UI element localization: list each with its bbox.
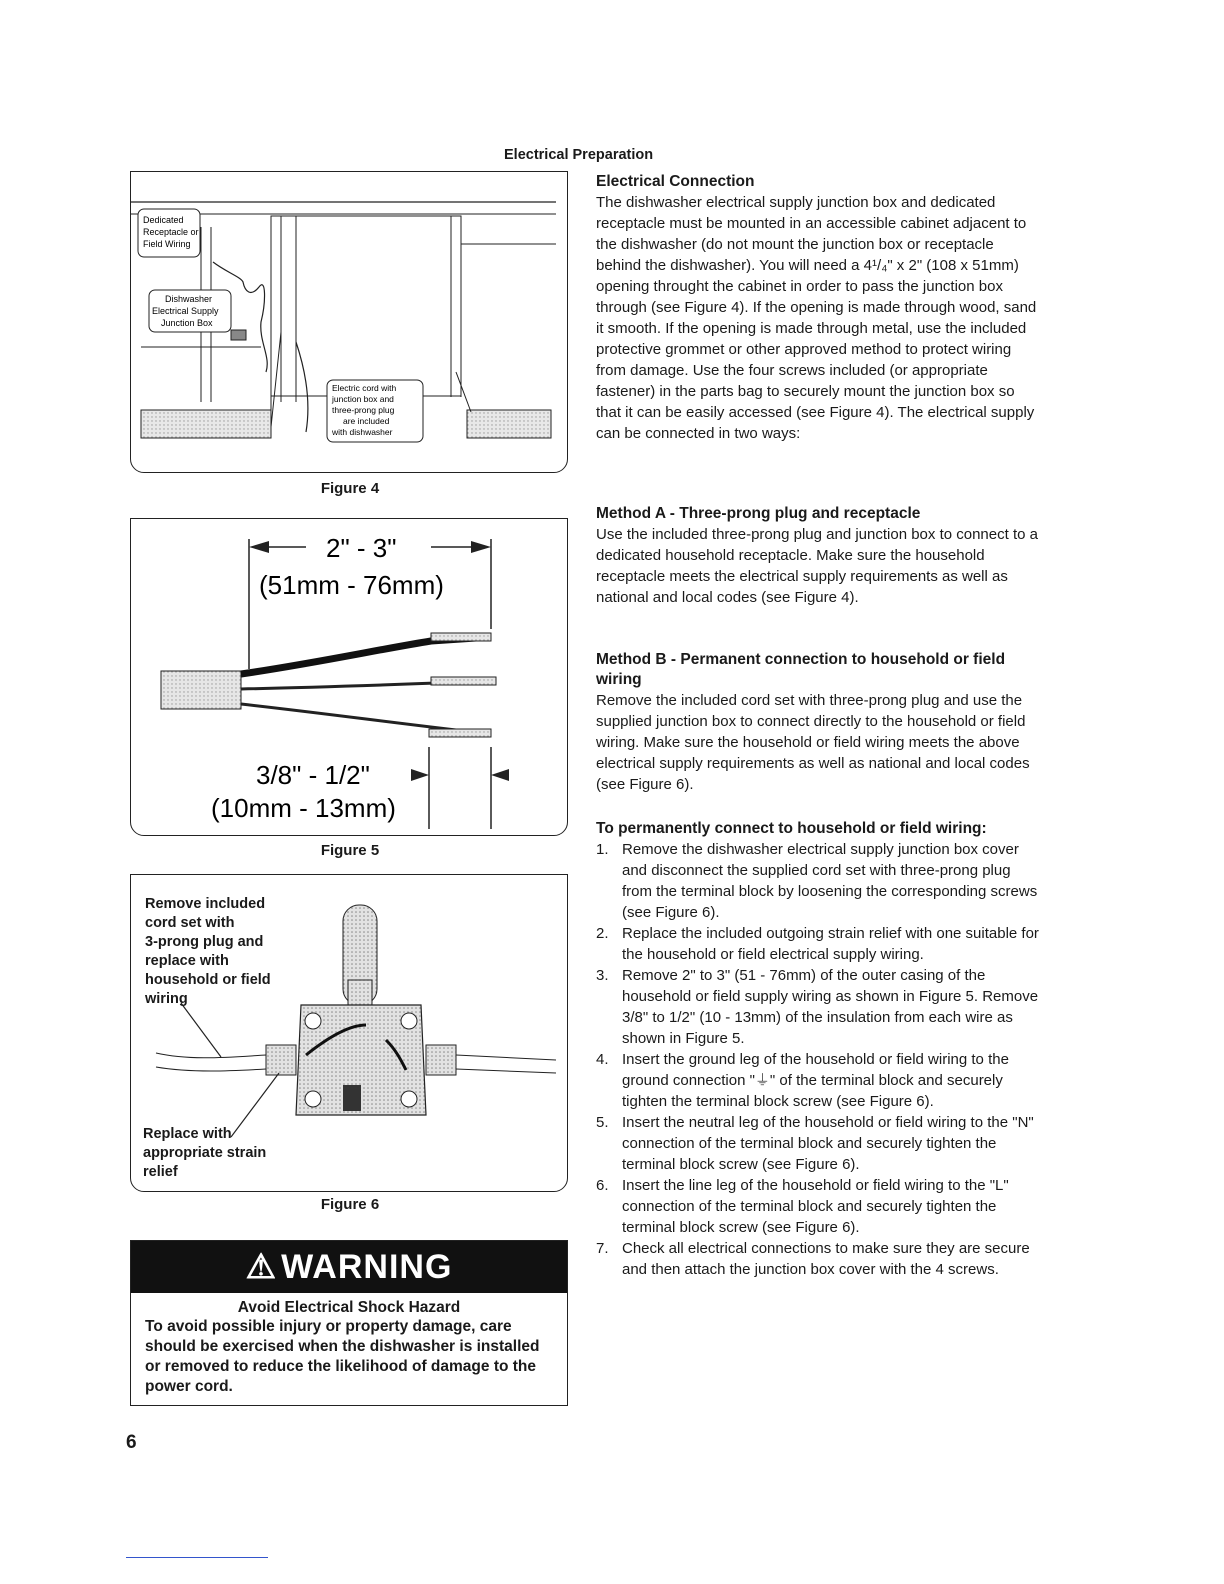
fig6-remove-line-2: cord set with bbox=[145, 915, 235, 931]
fig4-receptacle-label-2: Receptacle or bbox=[143, 227, 199, 237]
fig4-cord-label-4: are included bbox=[343, 416, 390, 426]
figure-4 bbox=[130, 171, 568, 473]
step-text: Insert the line leg of the household or field wiring to the "L" connection of the terminal block and securely tighten the terminal block screw (see Figure 6). bbox=[622, 1177, 1009, 1236]
list-item bbox=[596, 1238, 1041, 1280]
figure-5 bbox=[130, 518, 568, 836]
fig6-replace-line-3: relief bbox=[143, 1164, 178, 1180]
figure-4-caption: Figure 4 bbox=[320, 480, 380, 497]
step-number: 2. bbox=[596, 925, 609, 942]
list-item bbox=[596, 965, 1041, 1049]
fig6-remove-line-3: 3-prong plug and bbox=[145, 934, 264, 950]
section-title: Electrical Preparation bbox=[504, 147, 654, 163]
figure-6-caption: Figure 6 bbox=[320, 1196, 380, 1213]
step-text: Insert the ground leg of the household or field wiring to the ground connection "⏚" of the terminal block and securely tighten the terminal block screw (see Figure 6). bbox=[622, 1051, 1009, 1110]
fig6-remove-line-6: wiring bbox=[145, 991, 188, 1007]
steps-section bbox=[596, 819, 1041, 1280]
warning-text: To avoid possible injury or property damage, care should be exercised when the dishwasher is installed or removed to reduce the likelihood of damage to the power cord. bbox=[145, 1318, 540, 1395]
list-item bbox=[596, 1049, 1041, 1112]
step-number: 6. bbox=[596, 1177, 609, 1194]
fig4-receptacle-label-1: Dedicated bbox=[143, 215, 184, 225]
fig6-replace-label bbox=[143, 1125, 266, 1182]
electrical-connection-section bbox=[596, 172, 1041, 444]
heading-method-b: Method B - Permanent connection to household or field wiring bbox=[596, 651, 1006, 688]
fig4-junction-label-2: Electrical Supply bbox=[152, 306, 219, 316]
figure-4-illustration bbox=[131, 172, 567, 472]
method-a-section bbox=[596, 504, 1041, 608]
fig6-remove-line-1: Remove included bbox=[145, 896, 266, 912]
heading-method-a: Method A - Three-prong plug and receptacle bbox=[596, 505, 921, 522]
step-text: Check all electrical connections to make sure they are secure and then attach the junction box cover with the 4 screws. bbox=[622, 1240, 1030, 1278]
fig4-junction-label-3: Junction Box bbox=[161, 318, 213, 328]
step-text: Insert the neutral leg of the household or field wiring to the "N" connection of the terminal block and securely tighten the terminal block screw (see Figure 6). bbox=[622, 1114, 1034, 1173]
heading-electrical-connection: Electrical Connection bbox=[596, 173, 755, 190]
step-number: 5. bbox=[596, 1114, 609, 1131]
step-text: Remove 2" to 3" (51 - 76mm) of the outer casing of the household or field supply wiring as shown in Figure 5. Remove 3/8" to 1/2" (10 - 13mm) of the insulation from each wire as shown in Figure 5. bbox=[622, 967, 1039, 1047]
fig5-dim-top-inch: 2" - 3" bbox=[326, 533, 397, 563]
list-item bbox=[596, 1175, 1041, 1238]
fig4-cord-label-5: with dishwasher bbox=[332, 427, 393, 437]
step-number: 1. bbox=[596, 841, 609, 858]
page-number: 6 bbox=[126, 1432, 137, 1453]
list-item bbox=[596, 1112, 1041, 1175]
steps-list bbox=[596, 839, 1041, 1280]
step-number: 4. bbox=[596, 1051, 609, 1068]
footer-divider bbox=[126, 1557, 268, 1558]
warning-banner bbox=[131, 1241, 567, 1293]
warning-subtitle: Avoid Electrical Shock Hazard bbox=[237, 1299, 461, 1316]
fig6-replace-line-2: appropriate strain bbox=[143, 1145, 267, 1161]
fig4-cord-label-2: junction box and bbox=[332, 394, 394, 404]
step-number: 7. bbox=[596, 1240, 609, 1257]
paragraph-method-a: Use the included three-prong plug and junction box to connect to a dedicated household receptacle. Make sure the household receptacle meets the electrical supply requirements as well as national and local codes (see Figure 4). bbox=[596, 526, 1038, 606]
fig4-junction-label-1: Dishwasher bbox=[165, 294, 213, 304]
warning-triangle-icon: ⚠ bbox=[245, 1248, 278, 1286]
fig5-dim-bottom-mm: (10mm - 13mm) bbox=[211, 793, 396, 823]
warning-box bbox=[130, 1240, 568, 1406]
list-item bbox=[596, 839, 1041, 923]
fig4-receptacle-label-3: Field Wiring bbox=[143, 239, 191, 249]
step-text: Replace the included outgoing strain relief with one suitable for the household or field electrical supply wiring. bbox=[622, 925, 1039, 963]
heading-steps: To permanently connect to household or field wiring: bbox=[596, 820, 987, 837]
step-number: 3. bbox=[596, 967, 609, 984]
fig4-cord-label-1: Electric cord with bbox=[332, 383, 397, 393]
fig6-remove-line-5: household or field bbox=[145, 972, 271, 988]
method-b-section bbox=[596, 650, 1041, 795]
step-text: Remove the dishwasher electrical supply junction box cover and disconnect the supplied cord set with three-prong plug from the terminal block by loosening the corresponding screws (see Figure 6). bbox=[622, 841, 1038, 921]
paragraph-electrical-connection: The dishwasher electrical supply junction box and dedicated receptacle must be mounted in an accessible cabinet adjacent to the dishwasher (do not mount the junction box or receptacle behind the dishwasher). You will need a 4¹/₄" x 2" (108 x 51mm) opening throught the cabinet in order to pass the junction box through (see Figure 4). If the opening is made through wood, sand it smooth. If the opening is made through metal, use the included protective grommet or other approved method to protect wiring from damage. Use the four screws included (or appropriate fastener) in the parts bag to securely mount the junction box so that it can be easily accessed (see Figure 4). The electrical supply can be connected in two ways: bbox=[596, 194, 1037, 442]
fig6-remove-line-4: replace with bbox=[145, 953, 229, 969]
fig6-replace-line-1: Replace with bbox=[143, 1126, 232, 1142]
fig5-dim-bottom-inch: 3/8" - 1/2" bbox=[256, 760, 370, 790]
figure-5-illustration bbox=[131, 519, 567, 835]
figure-5-caption: Figure 5 bbox=[320, 842, 380, 859]
fig5-dim-top-mm: (51mm - 76mm) bbox=[259, 570, 444, 600]
warning-title: WARNING bbox=[281, 1248, 453, 1286]
figure-6 bbox=[130, 874, 568, 1192]
paragraph-method-b: Remove the included cord set with three-prong plug and use the supplied junction box to connect directly to the household or field wiring. Make sure the household or field wiring meets the above electrical supply requirements as well as national and local codes (see Figure 6). bbox=[596, 692, 1030, 793]
fig4-cord-label-3: three-prong plug bbox=[332, 405, 395, 415]
list-item bbox=[596, 923, 1041, 965]
fig6-remove-label bbox=[145, 895, 271, 1009]
